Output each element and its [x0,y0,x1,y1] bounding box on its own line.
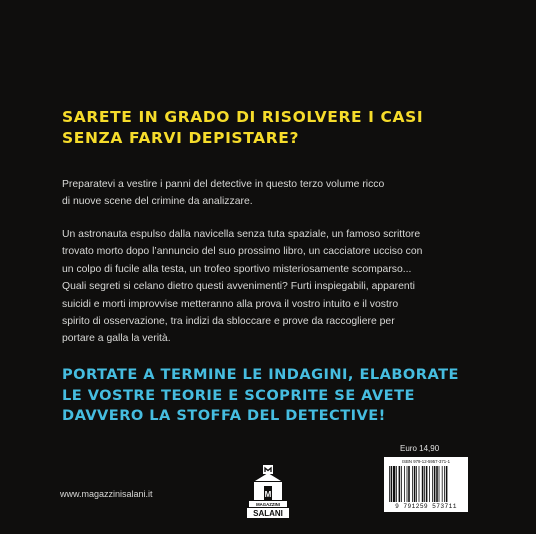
paragraph-line: Quali segreti si celano dietro questi avvenimenti? Furti inspiegabili, apparenti [62,281,415,293]
logo-top-text: MAGAZZINI [256,501,280,507]
headline-cta-line: LE VOSTRE TEORIE E SCOPRITE SE AVETE [62,386,415,404]
headline-question-line: SENZA FARVI DEPISTARE? [62,129,300,147]
logo-monogram: M [264,490,272,499]
paragraph-line: Preparatevi a vestire i panni del detective in questo terzo volume ricco [62,179,385,190]
barcode-panel [384,457,468,512]
paragraph-line: portare a galla la verità. [62,333,171,345]
publisher-website: www.magazzinisalani.it [60,489,153,499]
barcode-icon [389,466,465,502]
headline-question [62,107,422,149]
paragraph-line: un colpo di fucile alla testa, un trofeo sportivo misteriosamente scomparso... [62,263,412,275]
logo-bottom-text: SALANI [253,509,283,518]
price-label: Euro 14,90 [400,444,440,453]
headline-question-line: SARETE IN GRADO DI RISOLVERE I CASI [62,108,424,126]
paragraph-line: Un astronauta espulso dalla navicella senza tuta spaziale, un famoso scrittore [62,229,421,240]
paragraph-line: di nuove scene del crimine da analizzare. [62,196,253,208]
story-paragraph [62,226,482,348]
isbn-label: ISBN 979-12-5957-371-1 [401,459,450,464]
headline-call-to-action [62,365,482,427]
paragraph-line: suicidi e morti improvvise metteranno alla prova il vostro intuito e il vostro [62,298,399,310]
paragraph-line: trovato morto dopo l’annuncio del suo prossimo libro, un cacciatore ucciso con [62,246,423,258]
publisher-logo-icon [244,464,292,520]
intro-paragraph [62,176,482,211]
headline-cta-line: PORTATE A TERMINE LE INDAGINI, ELABORATE [62,366,459,383]
paragraph-line: spirito di osservazione, tra indizi da sbloccare e prove da raccogliere per [62,316,395,328]
barcode-digits: 9 791259 573711 [395,503,457,510]
headline-cta-line: DAVVERO LA STOFFA DEL DETECTIVE! [62,407,386,424]
